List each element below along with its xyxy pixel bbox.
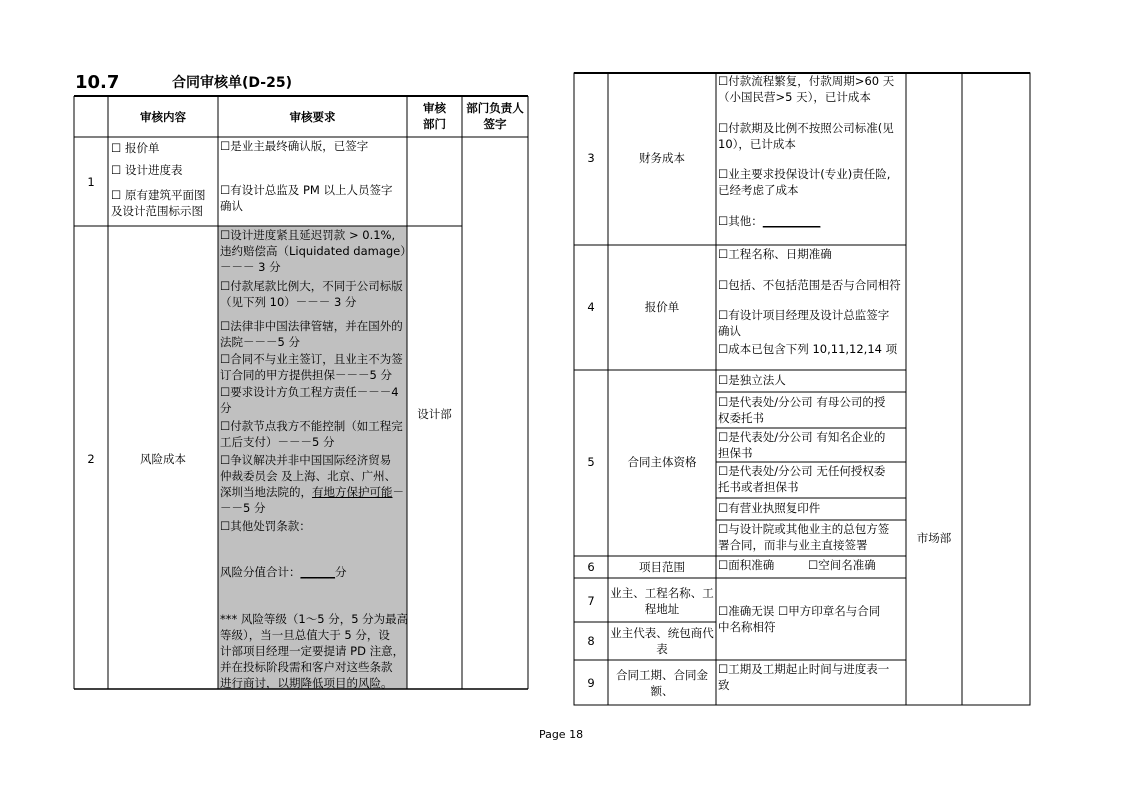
risk-note-line: 进行商讨，以期降低项目的风险。: [220, 676, 393, 690]
risk-line-part: 深圳当地法院的，: [220, 485, 312, 499]
row5-req-line: ☐是独立法人: [718, 373, 786, 387]
risk-line: ☐争议解决并非中国国际经济贸易: [220, 453, 392, 467]
row3-req-line: ☐付款期及比例不按照公司标准(见: [718, 121, 894, 135]
row5-req-line: ☐与设计院或其他业主的总包方签: [718, 522, 890, 536]
row3-content: 财务成本: [639, 151, 685, 165]
row3-number: 3: [587, 151, 595, 165]
risk-total-blank: ______: [300, 565, 335, 579]
row4-req-line: ☐包括、不包括范围是否与合同相符: [718, 278, 901, 292]
row6-number: 6: [587, 560, 595, 574]
row3-req-line: 10），已计成本: [718, 137, 796, 151]
risk-line: －－5 分: [220, 501, 266, 515]
row9-content-line: 额、: [650, 684, 674, 698]
header-sign-line2: 签字: [483, 117, 507, 131]
row3-other-line: [718, 213, 820, 230]
page-number: Page 18: [538, 728, 584, 741]
risk-line: ☐其他处罚条款：: [220, 519, 311, 533]
row4-req-line: ☐工程名称、日期准确: [718, 247, 832, 261]
section-title: 合同审核单(D-25): [172, 75, 292, 91]
row4-content: 报价单: [644, 300, 680, 314]
row9-req-line: 致: [718, 678, 730, 692]
risk-line: 分: [220, 401, 232, 415]
row1-req-line: 确认: [220, 199, 243, 213]
row5-req-line: ☐是代表处/分公司 无任何授权委: [718, 464, 886, 478]
row5-content: 合同主体资格: [627, 455, 697, 469]
row8-content-line: 业主代表、统包商代: [610, 626, 714, 640]
header-dept-line1: 审核: [423, 101, 446, 115]
risk-line: 违约赔偿高（Liquidated damage）: [220, 244, 412, 258]
row1-number: 1: [87, 175, 95, 189]
row6-req-area: ☐面积准确: [718, 558, 775, 572]
row4-req-line: ☐成本已包含下列 10,11,12,14 项: [718, 342, 898, 356]
header-sign-line1: 部门负责人: [466, 101, 524, 115]
risk-line: ☐法律非中国法律管辖，并在国外的: [220, 319, 403, 333]
row78-req-line: 中名称相符: [718, 620, 776, 634]
row3-req-line: ☐付款流程繁复，付款周期>60 天: [718, 74, 895, 88]
row2-content: 风险成本: [140, 452, 186, 466]
row2-dept: 设计部: [417, 407, 452, 421]
row9-number: 9: [587, 676, 595, 690]
risk-line: ☐合同不与业主签订，且业主不为签: [220, 352, 403, 366]
risk-total-unit: 分: [335, 565, 347, 579]
row1-item-plan: ☐ 原有建筑平面图: [111, 188, 206, 202]
risk-note-line: 计部项目经理一定要提请 PD 注意，: [220, 644, 405, 658]
row1-req-line: ☐是业主最终确认版，已签字: [220, 139, 369, 153]
row5-req-line: 署合同，而非与业主直接签署: [718, 538, 868, 552]
risk-line: 订合同的甲方提供担保－－－5 分: [220, 368, 392, 382]
risk-total-line: [220, 564, 347, 581]
row1-item-quote: ☐ 报价单: [111, 141, 160, 155]
row3-other-blank: __________: [762, 214, 821, 228]
row7-content-line: 程地址: [644, 602, 680, 616]
risk-line-part: －: [392, 485, 404, 499]
risk-note-line: 并在投标阶段需和客户对这些条款: [220, 660, 393, 674]
row5-req-line: ☐是代表处/分公司 有母公司的授: [718, 395, 886, 409]
row7-number: 7: [587, 594, 595, 608]
row78-req-line: ☐准确无误 ☐甲方印章名与合同: [718, 604, 881, 618]
row5-req-line: ☐有营业执照复印件: [718, 501, 821, 515]
risk-line: 工后支付）－－－5 分: [220, 435, 335, 449]
row9-req-line: ☐工期及工期起止时间与进度表一: [718, 662, 890, 676]
risk-note-line: *** 风险等级（1～5 分，5 分为最高: [220, 612, 409, 626]
local-protection-text: 有地方保护可能: [312, 485, 393, 499]
risk-line: ☐设计进度紧且延迟罚款 > 0.1%,: [220, 228, 396, 242]
row1-item-plan-cont: 及设计范围标示图: [111, 204, 203, 218]
row5-req-line: ☐是代表处/分公司 有知名企业的: [718, 430, 886, 444]
row3-req-line: （小国民营>5 天），已计成本: [718, 90, 871, 104]
row7-content-line: 业主、工程名称、工: [610, 586, 714, 600]
row3-req-line: 已经考虑了成本: [718, 183, 799, 197]
risk-line: [220, 484, 404, 501]
row5-req-line: 托书或者担保书: [718, 480, 799, 494]
row3-other-label: ☐其他：: [718, 214, 763, 228]
row5-req-line: 担保书: [718, 446, 753, 460]
risk-line: ☐要求设计方负工程方责任－－－4: [220, 385, 399, 399]
row8-number: 8: [587, 634, 595, 648]
header-dept-line2: 部门: [423, 117, 446, 131]
row4-req-line: 确认: [718, 324, 741, 338]
row1-item-schedule: ☐ 设计进度表: [111, 163, 183, 177]
row1-req-line: ☐有设计总监及 PM 以上人员签字: [220, 183, 393, 197]
row4-req-line: ☐有设计项目经理及设计总监签字: [718, 308, 890, 322]
right-dept: 市场部: [916, 531, 952, 545]
row9-content-line: 合同工期、合同金: [616, 668, 708, 682]
row6-req-space: ☐空间名准确: [808, 558, 876, 572]
section-number: 10.7: [75, 72, 120, 93]
risk-line: ☐付款尾款比例大，不同于公司标版: [220, 279, 403, 293]
row4-number: 4: [587, 300, 595, 314]
row8-content-line: 表: [656, 642, 668, 656]
row2-number: 2: [87, 452, 95, 466]
risk-note-line: 等级），当一旦总值大于 5 分，设: [220, 628, 390, 642]
risk-line: －－－ 3 分: [220, 260, 281, 274]
row5-number: 5: [587, 455, 595, 469]
row6-content: 项目范围: [639, 560, 685, 574]
risk-line: ☐付款节点我方不能控制（如工程完: [220, 419, 403, 433]
row5-req-line: 权委托书: [718, 411, 764, 425]
header-content: 审核内容: [140, 110, 186, 124]
risk-line: （见下列 10）－－－ 3 分: [220, 295, 357, 309]
risk-line: 仲裁委员会 及上海、北京、广州、: [220, 469, 397, 483]
risk-total-label: 风险分值合计：: [220, 565, 301, 579]
header-requirement: 审核要求: [289, 110, 336, 124]
row3-req-line: ☐业主要求投保设计(专业)责任险,: [718, 167, 891, 181]
risk-line: 法院－－－5 分: [220, 335, 300, 349]
